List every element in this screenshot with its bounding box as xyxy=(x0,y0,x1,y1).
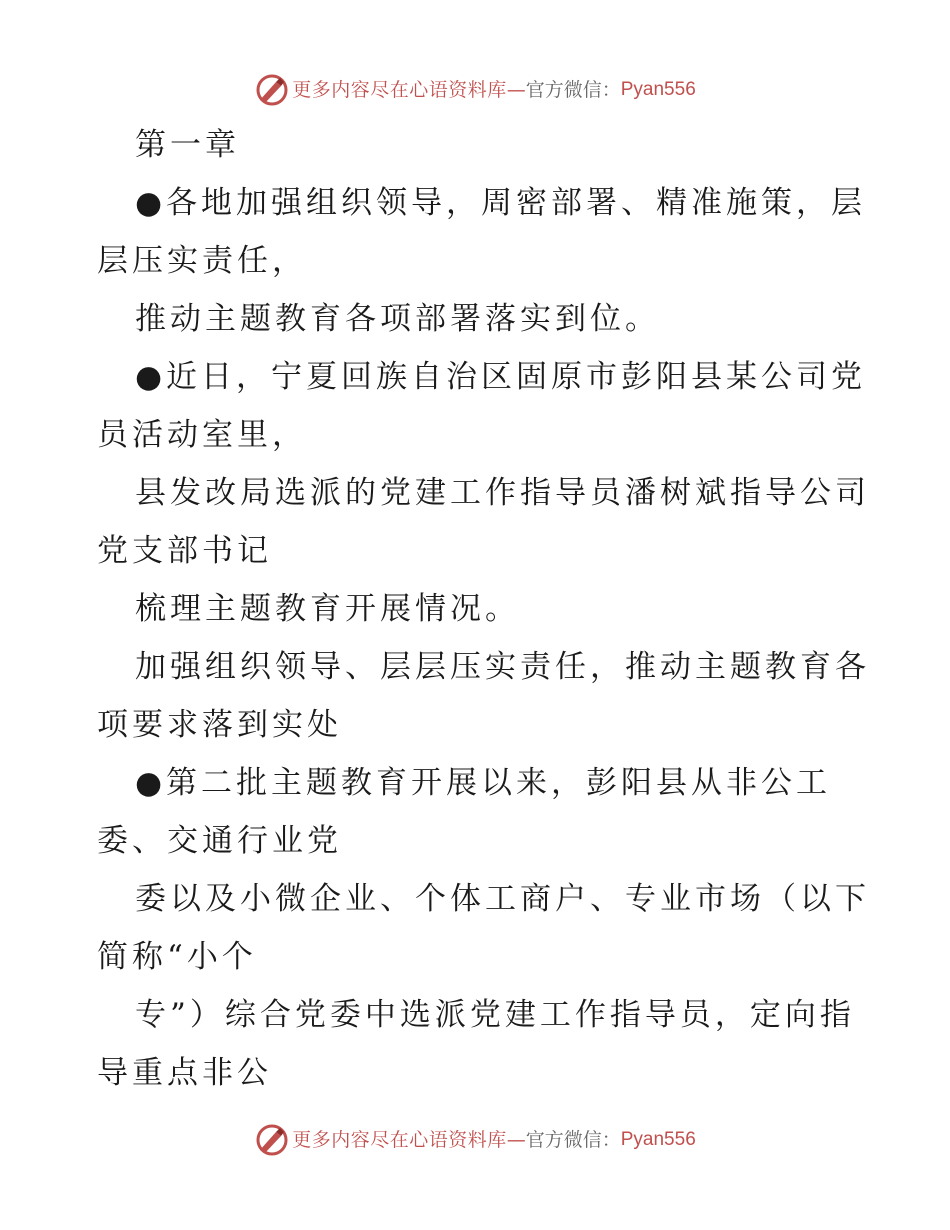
text-line: ●各地加强组织领导，周密部署、精准施策，层 xyxy=(135,185,867,221)
pen-in-circle-logo-icon xyxy=(254,1122,290,1158)
text-line: 县发改局选派的党建工作指导员潘树斌指导公司 xyxy=(135,475,870,511)
pen-in-circle-logo-icon xyxy=(254,72,290,108)
wechat-label: 官方微信： xyxy=(525,1129,621,1151)
text-line: 党支部书记 xyxy=(97,533,272,569)
text-line: 第一章 xyxy=(135,127,240,163)
brand-name: 更多内容尽在心语资料库 xyxy=(292,1129,507,1151)
wechat-id: Pyan556 xyxy=(620,1129,696,1150)
text-line: 委以及小微企业、个体工商户、专业市场（以下 xyxy=(135,881,870,917)
brand-separator: — xyxy=(506,1129,526,1151)
text-line: 加强组织领导、层层压实责任，推动主题教育各 xyxy=(135,649,870,685)
text-line: 推动主题教育各项部署落实到位。 xyxy=(135,301,660,337)
brand-name: 更多内容尽在心语资料库 xyxy=(292,79,507,101)
footer-banner xyxy=(0,1122,950,1158)
text-line: 简称“小个 xyxy=(97,939,257,975)
brand-separator: — xyxy=(506,79,526,101)
text-line: ●近日，宁夏回族自治区固原市彭阳县某公司党 xyxy=(135,359,867,395)
text-line: 梳理主题教育开展情况。 xyxy=(135,591,520,627)
text-line: 导重点非公 xyxy=(97,1055,272,1091)
text-line: 委、交通行业党 xyxy=(97,823,342,859)
text-line: 专”）综合党委中选派党建工作指导员，定向指 xyxy=(135,997,855,1033)
text-line: 层压实责任， xyxy=(97,243,307,279)
document-body xyxy=(97,116,870,1102)
text-line: ●第二批主题教育开展以来，彭阳县从非公工 xyxy=(135,765,832,801)
text-line: 员活动室里， xyxy=(97,417,307,453)
text-line: 项要求落到实处 xyxy=(97,707,342,743)
wechat-id: Pyan556 xyxy=(620,79,696,100)
wechat-label: 官方微信： xyxy=(525,79,621,101)
header-banner xyxy=(0,72,950,108)
